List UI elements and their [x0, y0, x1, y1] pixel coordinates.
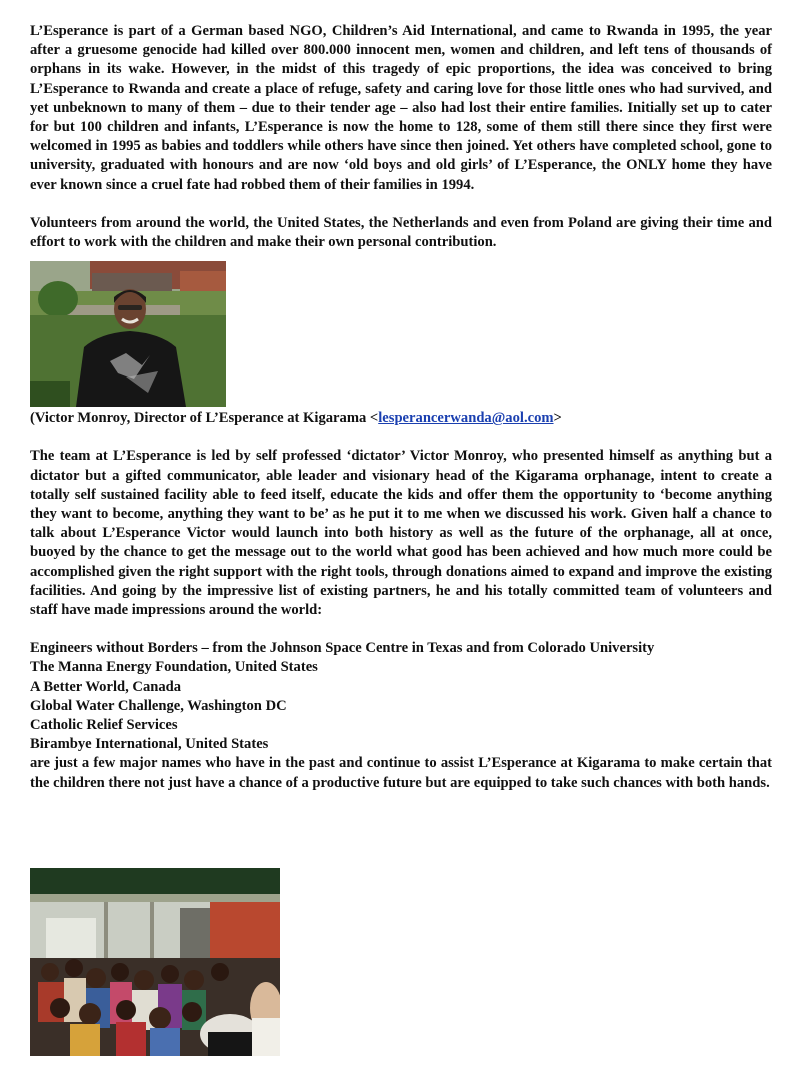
intro-paragraph: L’Esperance is part of a German based NGO, Children’s Aid International, and came to Rwanda in 1995, the year after a gruesome genocide had killed over 800.000 innocent men, women and children, and left tens of thousands of orphans in its wake. However, in the midst of this tragedy of epic proportions, the idea was conceived to bring L’Esperance to Rwanda and create a place of refuge, safety and caring love for those little ones who had survived, and yet unbeknown to many of them – due to their tender age – also had lost their entire families. Initially set up to cater for but 100 children and infants, L’Esperance is now the home to 128, some of them still there since they first were welcomed in 1995 as babies and toddlers while others have since then joined. Yet others have completed school, gone to university, graduated with honours and are now ‘old boys and old girls’ of L’Esperance, the ONLY home they have ever known since a cruel fate had robbed them of their families in 1994.: [30, 23, 772, 193]
volunteers-paragraph: Volunteers from around the world, the United States, the Netherlands and even from Poland are giving their time and effort to work with the children and make their own personal contribution.: [30, 214, 772, 251]
team-paragraph: The team at L’Esperance is led by self professed ‘dictator’ Victor Monroy, who presented himself as anything but a dictator but a gifted communicator, able leader and visionary head of the Kigarama orphanage, intent to create a totally self sustained facility able to feed itself, educate the kids and offer them the opportunity to ‘become anything they want to become, anything they want to be’ as he put it to me when we discussed his work. Given half a chance to talk about L’Esperance Victor would launch into both history as well as the future of the orphanage, all at once, buoyed by the chance to get the message out to the world what good has been achieved and how much more could be accomplished given the right support with the right tools, through donations aimed to expand and improve the existing facilities. And going by the impressive list of existing partners, he and his totally committed team of volunteers and staff have made impressions around the world:: [30, 448, 772, 619]
partner-item: Global Water Challenge, Washington DC: [30, 697, 287, 714]
partner-item: The Manna Energy Foundation, United States: [30, 659, 318, 676]
paragraph-spacer: [30, 620, 772, 639]
closing-paragraph: are just a few major names who have in the past and continue to assist L’Esperance at Kigarama to make certain that the children there not just have a chance of a productive future but are equipped to take such chances with both hands.: [30, 755, 772, 791]
director-photo-image: [30, 261, 226, 407]
children-group-photo-image: [30, 868, 280, 1056]
paragraph-spacer: [30, 195, 772, 214]
email-link[interactable]: lesperancerwanda@aol.com: [378, 410, 554, 427]
document-page: [30, 22, 772, 793]
children-group-photo: [30, 868, 280, 1056]
partners-list: [30, 639, 772, 754]
photo-caption: [30, 409, 772, 428]
partner-item: A Better World, Canada: [30, 678, 182, 695]
partner-item: Engineers without Borders – from the Johnson Space Centre in Texas and from Colorado University: [30, 640, 655, 657]
caption-text: (Victor Monroy, Director of L’Esperance at Kigarama <: [30, 410, 379, 427]
caption-suffix: >: [553, 410, 562, 427]
paragraph-spacer: [30, 428, 772, 447]
director-photo: [30, 261, 226, 407]
partner-item: Birambye International, United States: [30, 736, 269, 753]
partner-item: Catholic Relief Services: [30, 717, 178, 734]
